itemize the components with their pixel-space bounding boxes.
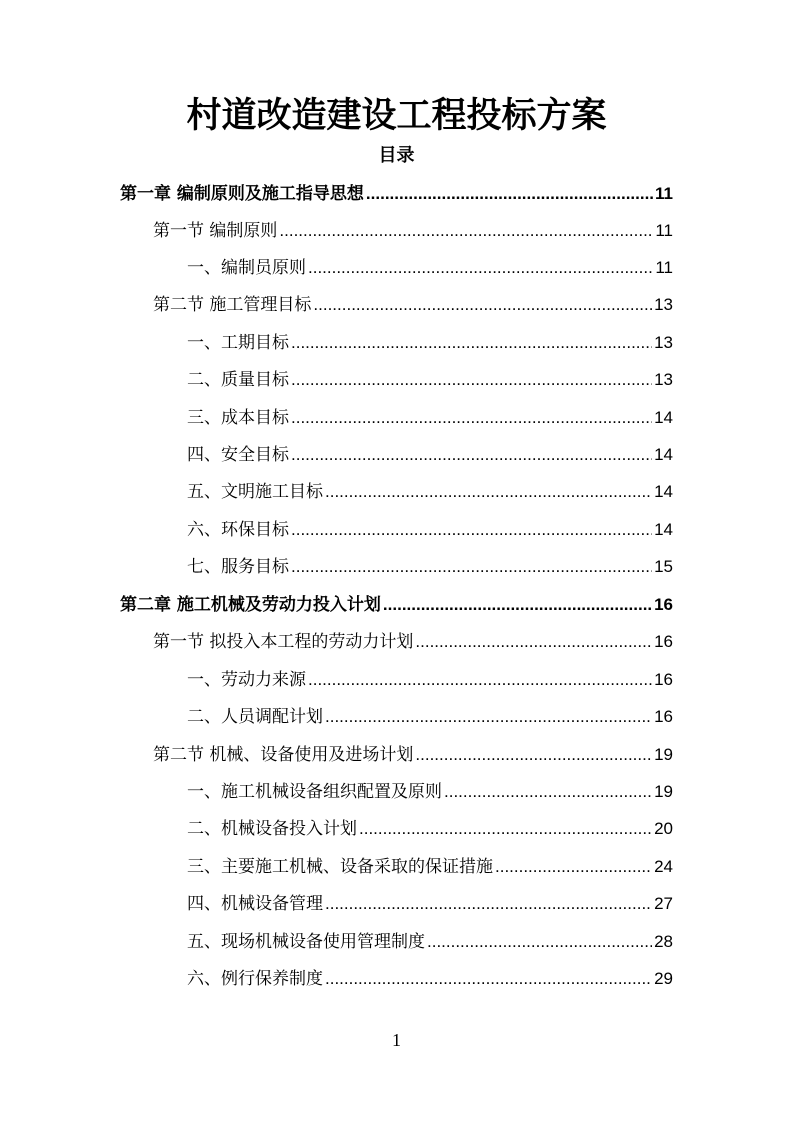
toc-entry[interactable] (153, 212, 673, 249)
toc-entry[interactable] (120, 175, 673, 212)
toc-entry[interactable] (187, 436, 673, 473)
toc-leader (325, 698, 652, 735)
toc-entry-label: 二、人员调配计划 (187, 707, 323, 727)
toc-entry-label: 第二章 施工机械及劳动力投入计划 (120, 595, 381, 615)
toc-entry-label: 三、主要施工机械、设备采取的保证措施 (187, 857, 493, 877)
toc-entry[interactable] (187, 698, 673, 735)
toc-leader (427, 923, 652, 960)
toc-entry-label: 二、质量目标 (187, 370, 289, 390)
toc-entry-label: 一、劳动力来源 (187, 670, 306, 690)
toc-leader (279, 212, 653, 249)
toc-heading: 目录 (378, 145, 415, 166)
toc-entry-label: 第二节 机械、设备使用及进场计划 (153, 745, 414, 765)
toc-entry[interactable] (187, 848, 673, 885)
toc-entry-page: 14 (654, 482, 673, 501)
toc-leader (291, 436, 652, 473)
toc-entry[interactable] (187, 399, 673, 436)
toc-entry-label: 一、编制员原则 (187, 258, 306, 278)
toc-entry[interactable] (120, 586, 673, 623)
toc-leader (291, 361, 652, 398)
toc-leader (359, 810, 652, 847)
toc-entry-page: 11 (655, 184, 673, 203)
toc-entry[interactable] (187, 923, 673, 960)
toc-entry[interactable] (187, 511, 673, 548)
document-title: 村道改造建设工程投标方案 (186, 96, 607, 136)
toc-entry-label: 一、施工机械设备组织配置及原则 (187, 782, 442, 802)
toc-entry-page: 13 (654, 370, 673, 389)
toc-entry-label: 五、文明施工目标 (187, 482, 323, 502)
toc-entry[interactable] (153, 286, 673, 323)
toc-entry-page: 16 (654, 707, 673, 726)
toc-entry-label: 第一节 编制原则 (153, 221, 278, 241)
toc-entry[interactable] (153, 623, 673, 660)
toc-entry-page: 16 (654, 595, 673, 614)
toc-entry-page: 29 (654, 969, 673, 988)
toc-entry[interactable] (187, 324, 673, 361)
toc-leader (325, 885, 652, 922)
toc-entry-label: 六、环保目标 (187, 520, 289, 540)
toc-entry-page: 14 (654, 520, 673, 539)
toc-entry-page: 27 (654, 894, 673, 913)
toc-entry[interactable] (187, 773, 673, 810)
toc-entry[interactable] (187, 810, 673, 847)
toc-entry[interactable] (187, 661, 673, 698)
toc-entry-page: 24 (654, 857, 673, 876)
toc-entry[interactable] (187, 473, 673, 510)
toc-entry-page: 14 (654, 408, 673, 427)
toc-entry[interactable] (187, 885, 673, 922)
toc-entry-label: 第一章 编制原则及施工指导思想 (120, 184, 364, 204)
toc-entry-label: 第一节 拟投入本工程的劳动力计划 (153, 632, 414, 652)
toc-entry-page: 19 (654, 782, 673, 801)
toc-leader (291, 548, 652, 585)
toc-leader (366, 175, 653, 212)
toc-leader (415, 623, 652, 660)
toc-entry-label: 七、服务目标 (187, 557, 289, 577)
toc-entry-label: 二、机械设备投入计划 (187, 819, 357, 839)
toc-leader (383, 586, 652, 623)
toc-leader (325, 960, 652, 997)
toc-entry-page: 16 (654, 670, 673, 689)
toc-entry-page: 14 (654, 445, 673, 464)
toc-leader (291, 399, 652, 436)
toc-entry-label: 第二节 施工管理目标 (153, 295, 312, 315)
toc-entry[interactable] (187, 960, 673, 997)
toc-leader (495, 848, 652, 885)
toc-leader (325, 473, 652, 510)
toc-leader (291, 324, 652, 361)
toc-entry-page: 28 (654, 932, 673, 951)
toc-leader (415, 736, 652, 773)
toc-entry-page: 15 (654, 557, 673, 576)
toc-entry-page: 16 (654, 632, 673, 651)
toc-entry-page: 13 (654, 333, 673, 352)
toc-leader (291, 511, 652, 548)
toc-entry-label: 四、机械设备管理 (187, 894, 323, 914)
toc-leader (308, 249, 653, 286)
toc-entry-label: 五、现场机械设备使用管理制度 (187, 932, 425, 952)
toc-entry-page: 11 (655, 221, 673, 240)
toc-leader (313, 286, 652, 323)
toc-entry-page: 20 (654, 819, 673, 838)
toc-leader (444, 773, 652, 810)
toc-entry-page: 13 (654, 295, 673, 314)
toc-entry[interactable] (153, 736, 673, 773)
toc-entry-page: 19 (654, 745, 673, 764)
toc-entry-label: 四、安全目标 (187, 445, 289, 465)
toc-leader (308, 661, 652, 698)
toc-entry[interactable] (187, 361, 673, 398)
toc-entry[interactable] (187, 249, 673, 286)
toc-entry[interactable] (187, 548, 673, 585)
page-number: 1 (392, 1030, 401, 1050)
toc-entry-label: 六、例行保养制度 (187, 969, 323, 989)
toc-entry-label: 一、工期目标 (187, 333, 289, 353)
toc-entry-page: 11 (655, 258, 673, 277)
toc-entry-label: 三、成本目标 (187, 408, 289, 428)
